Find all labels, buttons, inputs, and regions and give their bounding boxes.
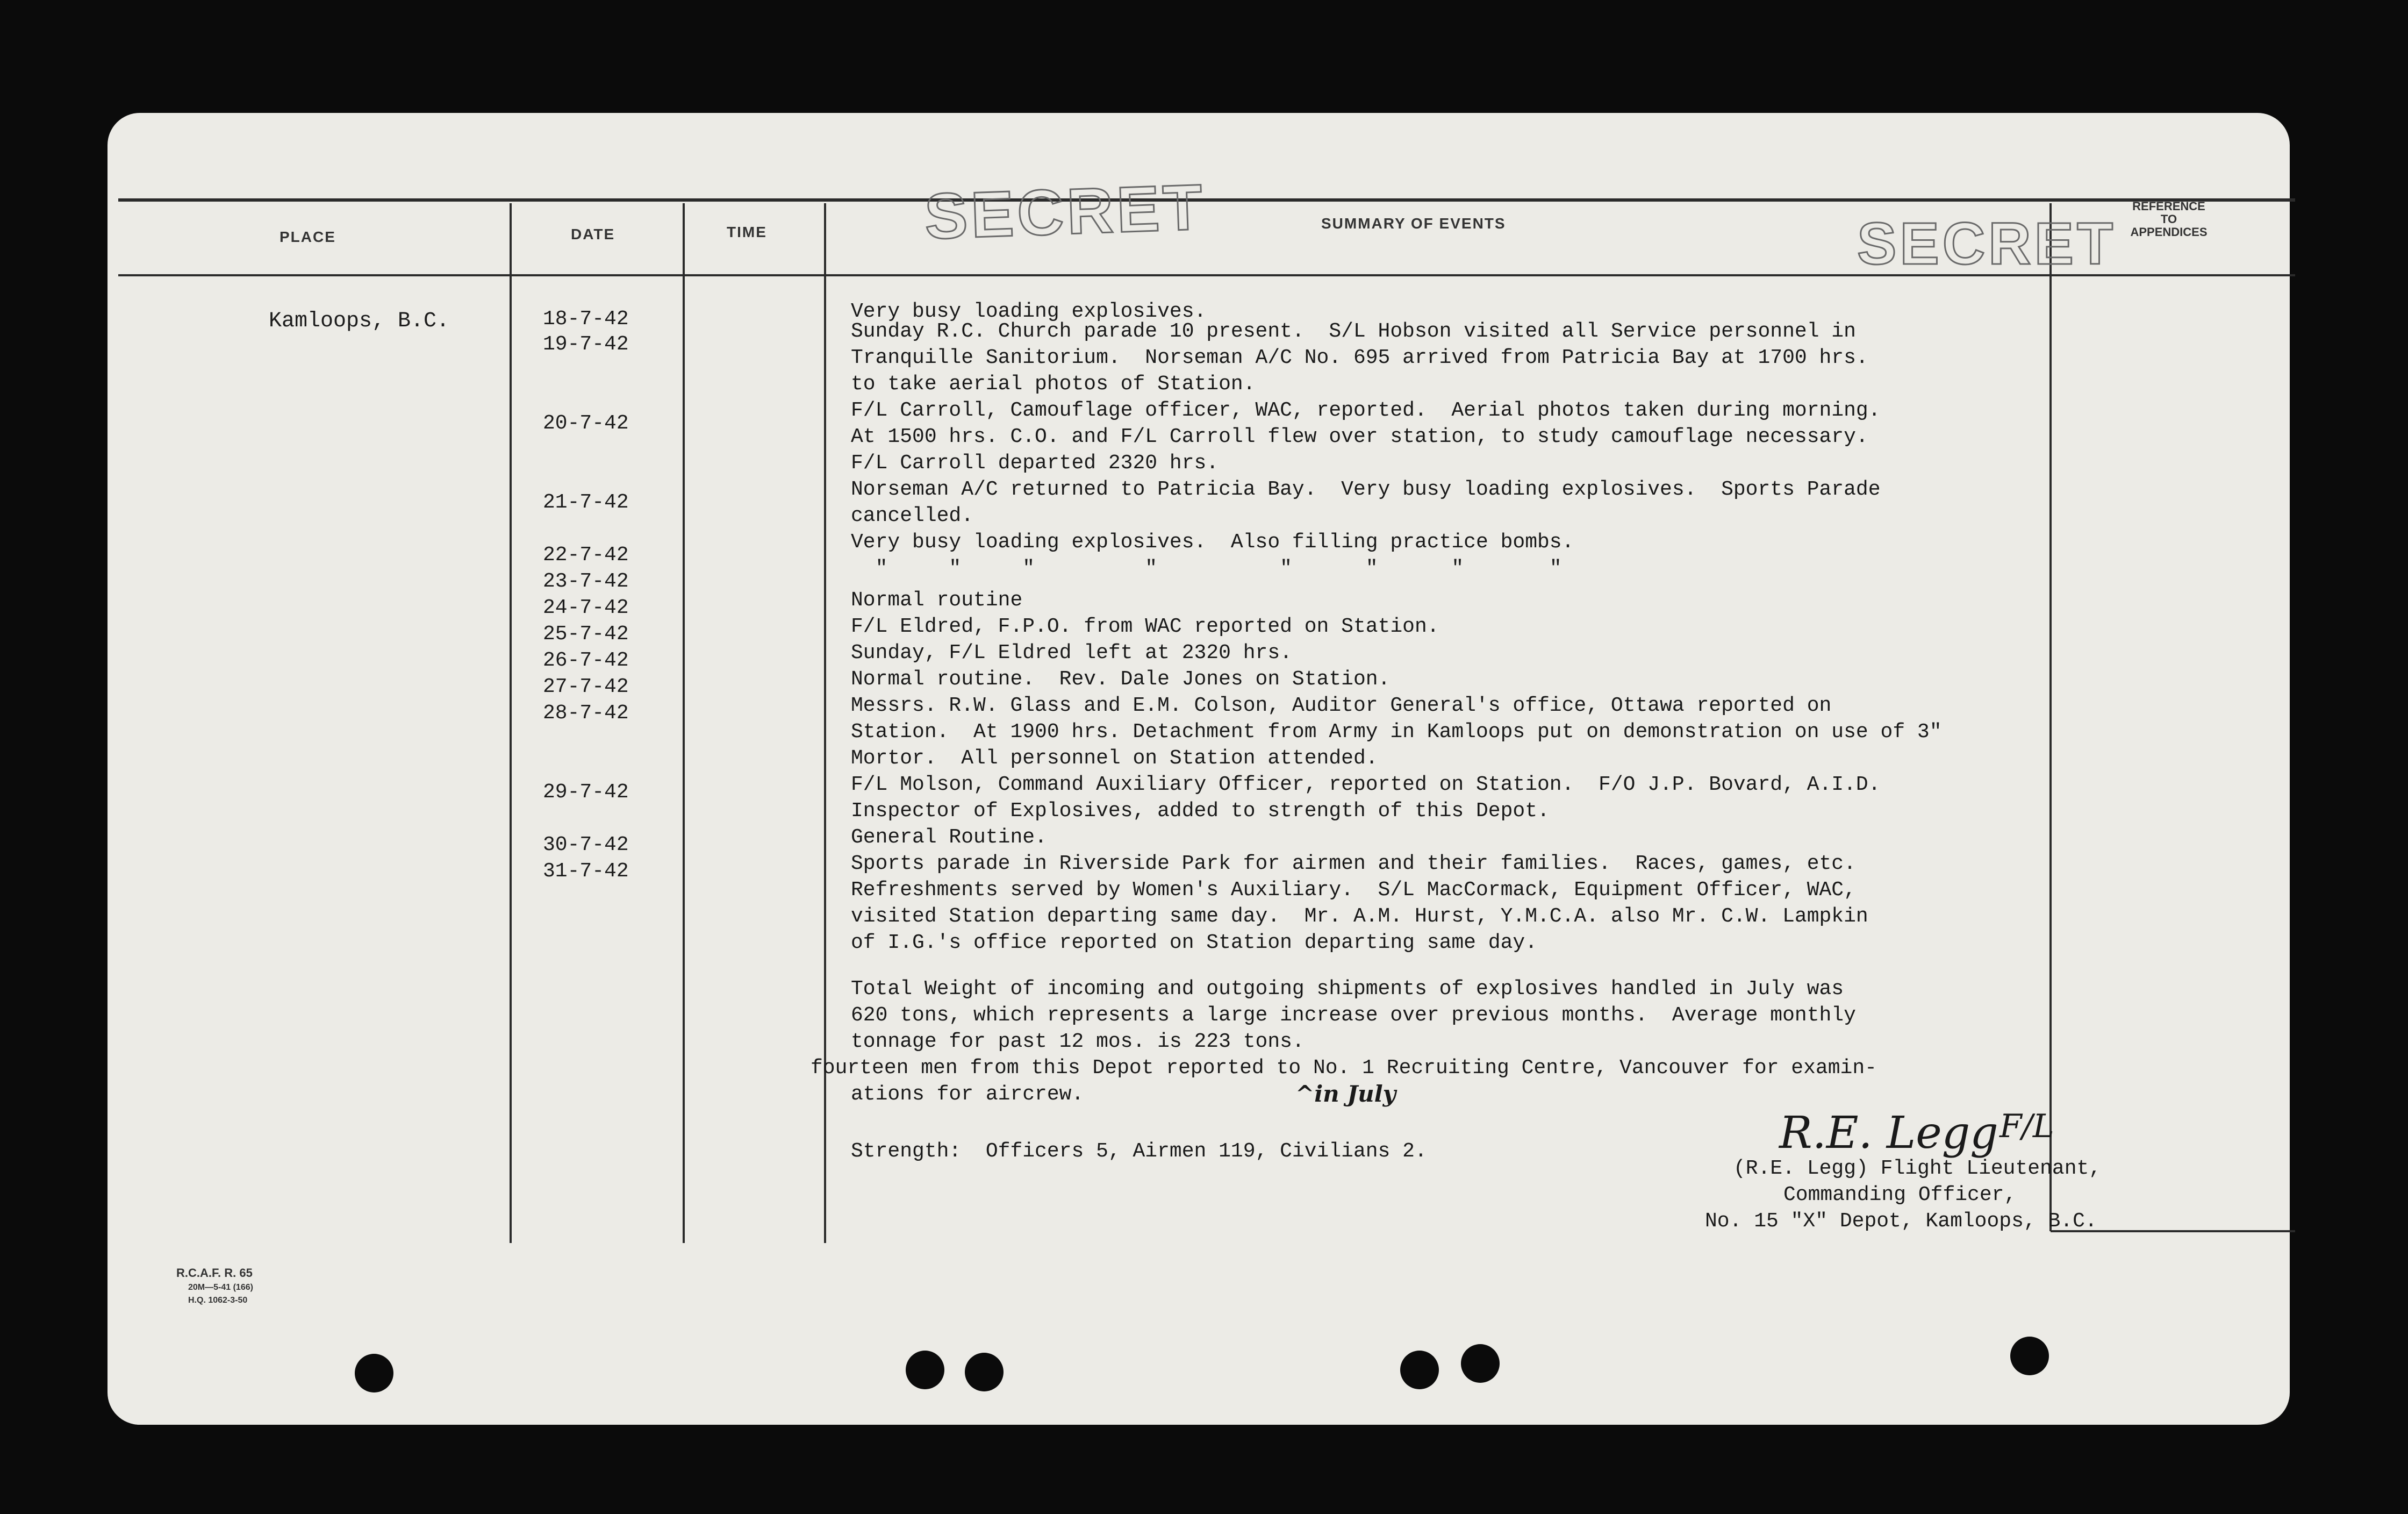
date-column-header: DATE — [571, 226, 615, 242]
monthly-summary-line: fourteen men from this Depot reported to No. 1 Recruiting Centre, Vancouver for examin- — [811, 1056, 1877, 1080]
event-line: Station. At 1900 hrs. Detachment from Army in Kamloops put on demonstration on use of 3" — [851, 720, 1942, 744]
handwritten-signature: R.E. Legg — [1779, 1108, 1998, 1159]
date-entry: 26-7-42 — [543, 649, 629, 672]
reference-header-line: TO — [2160, 212, 2177, 226]
place-entry: Kamloops, B.C. — [269, 309, 450, 333]
event-line: Very busy loading explosives. — [851, 300, 1207, 323]
event-line: to take aerial photos of Station. — [851, 373, 1256, 396]
event-line: cancelled. — [851, 504, 974, 527]
event-line: Messrs. R.W. Glass and E.M. Colson, Auditor General's office, Ottawa reported on — [851, 694, 1832, 717]
event-line: Sports parade in Riverside Park for airmen and their families. Races, games, etc. — [851, 852, 1856, 875]
date-entry: 31-7-42 — [543, 860, 629, 883]
event-line: of I.G.'s office reported on Station departing same day. — [851, 931, 1538, 954]
form-code: R.C.A.F. R. 65 — [176, 1266, 253, 1280]
signature-name-rank: (R.E. Legg) Flight Lieutenant, — [1733, 1157, 2102, 1180]
signature-title: Commanding Officer, — [1783, 1183, 2017, 1206]
handwritten-insertion: ^in July — [1295, 1081, 1396, 1107]
event-line: F/L Eldred, F.P.O. from WAC reported on Station. — [851, 615, 1439, 638]
date-entry: 22-7-42 — [543, 544, 629, 567]
event-line: At 1500 hrs. C.O. and F/L Carroll flew over station, to study camouflage necessary. — [851, 425, 1868, 448]
date-entry: 28-7-42 — [543, 702, 629, 725]
event-line: General Routine. — [851, 826, 1047, 849]
summary-column-header: SUMMARY OF EVENTS — [1321, 215, 1506, 232]
date-entry: 30-7-42 — [543, 833, 629, 856]
monthly-summary-line: ations for aircrew. — [851, 1083, 1084, 1106]
date-entry: 18-7-42 — [543, 308, 629, 331]
punch-hole — [1461, 1344, 1500, 1383]
punch-hole — [1400, 1351, 1439, 1389]
signature-unit: No. 15 "X" Depot, Kamloops, B.C. — [1705, 1210, 2097, 1233]
reference-header-line: APPENDICES — [2130, 225, 2208, 239]
punch-hole — [906, 1351, 944, 1389]
event-line: F/L Carroll departed 2320 hrs. — [851, 452, 1219, 475]
punch-hole — [965, 1353, 1004, 1391]
monthly-summary-line: tonnage for past 12 mos. is 223 tons. — [851, 1030, 1305, 1053]
event-line: " " " " " " " " — [851, 557, 1562, 580]
event-line: Tranquille Sanitorium. Norseman A/C No. 695 arrived from Patricia Bay at 1700 hrs. — [851, 346, 1868, 369]
strength-line: Strength: Officers 5, Airmen 119, Civilians 2. — [851, 1140, 1427, 1163]
event-line: Sunday R.C. Church parade 10 present. S/L Hobson visited all Service personnel in — [851, 320, 1856, 343]
event-line: Very busy loading explosives. Also filling practice bombs. — [851, 531, 1574, 554]
event-line: Norseman A/C returned to Patricia Bay. Very busy loading explosives. Sports Parade — [851, 478, 1881, 501]
punch-hole — [2010, 1337, 2049, 1375]
date-entry: 20-7-42 — [543, 412, 629, 435]
monthly-summary-line: Total Weight of incoming and outgoing shipments of explosives handled in July was — [851, 977, 1844, 1001]
event-line: Normal routine. Rev. Dale Jones on Station. — [851, 668, 1391, 691]
punch-hole — [355, 1354, 393, 1392]
form-code: H.Q. 1062-3-50 — [188, 1296, 248, 1305]
monthly-summary-line: 620 tons, which represents a large increase over previous months. Average monthly — [851, 1004, 1856, 1027]
reference-column-header — [2107, 200, 2231, 239]
place-column-header: PLACE — [280, 228, 336, 245]
date-entry: 23-7-42 — [543, 570, 629, 593]
date-entry: 27-7-42 — [543, 675, 629, 698]
secret-stamp: SECRET — [1857, 211, 2117, 277]
event-line: visited Station departing same day. Mr. A.M. Hurst, Y.M.C.A. also Mr. C.W. Lampkin — [851, 905, 1868, 928]
signature-rank: F/L — [2000, 1108, 2054, 1145]
event-line: Normal routine — [851, 589, 1023, 612]
event-line: F/L Carroll, Camouflage officer, WAC, reported. Aerial photos taken during morning. — [851, 399, 1881, 422]
date-entry: 24-7-42 — [543, 596, 629, 619]
event-line: Refreshments served by Women's Auxiliary. S/L MacCormack, Equipment Officer, WAC, — [851, 879, 1856, 902]
event-line: F/L Molson, Command Auxiliary Officer, reported on Station. F/O J.P. Bovard, A.I.D. — [851, 773, 1881, 796]
form-code: 20M—5-41 (166) — [188, 1283, 253, 1292]
secret-stamp: SECRET — [923, 170, 1207, 253]
reference-header-line: REFERENCE — [2132, 199, 2205, 213]
event-line: Inspector of Explosives, added to strength of this Depot. — [851, 799, 1550, 823]
time-column-header: TIME — [727, 224, 767, 240]
event-line: Mortor. All personnel on Station attended. — [851, 747, 1378, 770]
date-entry: 29-7-42 — [543, 781, 629, 804]
date-entry: 19-7-42 — [543, 333, 629, 356]
date-entry: 21-7-42 — [543, 491, 629, 514]
event-line: Sunday, F/L Eldred left at 2320 hrs. — [851, 641, 1292, 665]
date-entry: 25-7-42 — [543, 623, 629, 646]
